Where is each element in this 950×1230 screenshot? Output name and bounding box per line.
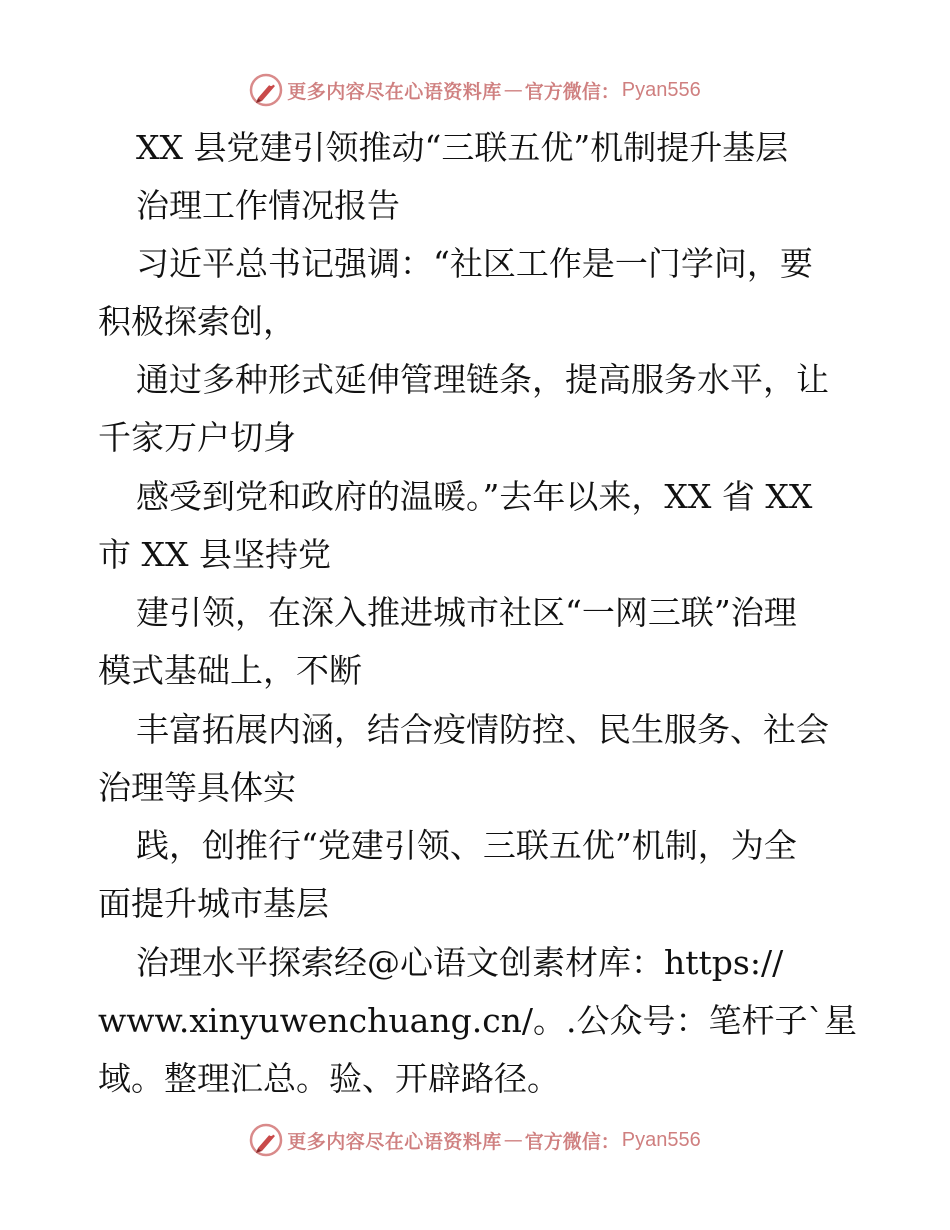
paragraph-line: 治理等具体实 <box>98 768 296 807</box>
banner-official-label: 官方微信： <box>524 80 620 103</box>
banner-main-text: 更多内容尽在心语资料库 <box>287 1130 502 1153</box>
footer-watermark-banner <box>0 1120 950 1160</box>
pen-logo-icon <box>249 1123 283 1157</box>
paragraph-line: 习近平总书记强调：“社区工作是一门学问，要 <box>136 244 813 283</box>
paragraph-line: 感受到党和政府的温暖。”去年以来，XX 省 XX <box>136 477 813 516</box>
banner-official-label: 官方微信： <box>524 1130 620 1153</box>
paragraph-line: 市 XX 县坚持党 <box>98 535 331 574</box>
paragraph-line: 通过多种形式延伸管理链条，提高服务水平，让 <box>136 360 829 399</box>
paragraph-line: 面提升城市基层 <box>98 884 329 923</box>
document-title-line-2: 治理工作情况报告 <box>136 186 400 225</box>
paragraph-line: 模式基础上，不断 <box>98 651 362 690</box>
banner-main-text: 更多内容尽在心语资料库 <box>287 80 502 103</box>
banner-dash: — <box>503 79 523 101</box>
paragraph-line: 积极探索创， <box>98 302 296 341</box>
banner-wechat-id: Pyan556 <box>621 1128 701 1151</box>
banner-dash: — <box>503 1129 523 1151</box>
document-title-line-1: XX 县党建引领推动“三联五优”机制提升基层 <box>136 128 789 167</box>
paragraph-line: www.xinyuwenchuang.cn/。.公众号：笔杆子`星 <box>98 1001 858 1040</box>
paragraph-line: 建引领，在深入推进城市社区“一网三联”治理 <box>136 593 797 632</box>
paragraph-line: 域。整理汇总。验、开辟路径。 <box>98 1059 560 1098</box>
paragraph-line: 丰富拓展内涵，结合疫情防控、民生服务、社会 <box>136 710 829 749</box>
paragraph-line: 治理水平探索经@心语文创素材库：https:// <box>136 943 784 982</box>
paragraph-line: 千家万户切身 <box>98 418 296 457</box>
paragraph-line: 践，创推行“党建引领、三联五优”机制，为全 <box>136 826 797 865</box>
banner-wechat-id: Pyan556 <box>621 78 701 101</box>
